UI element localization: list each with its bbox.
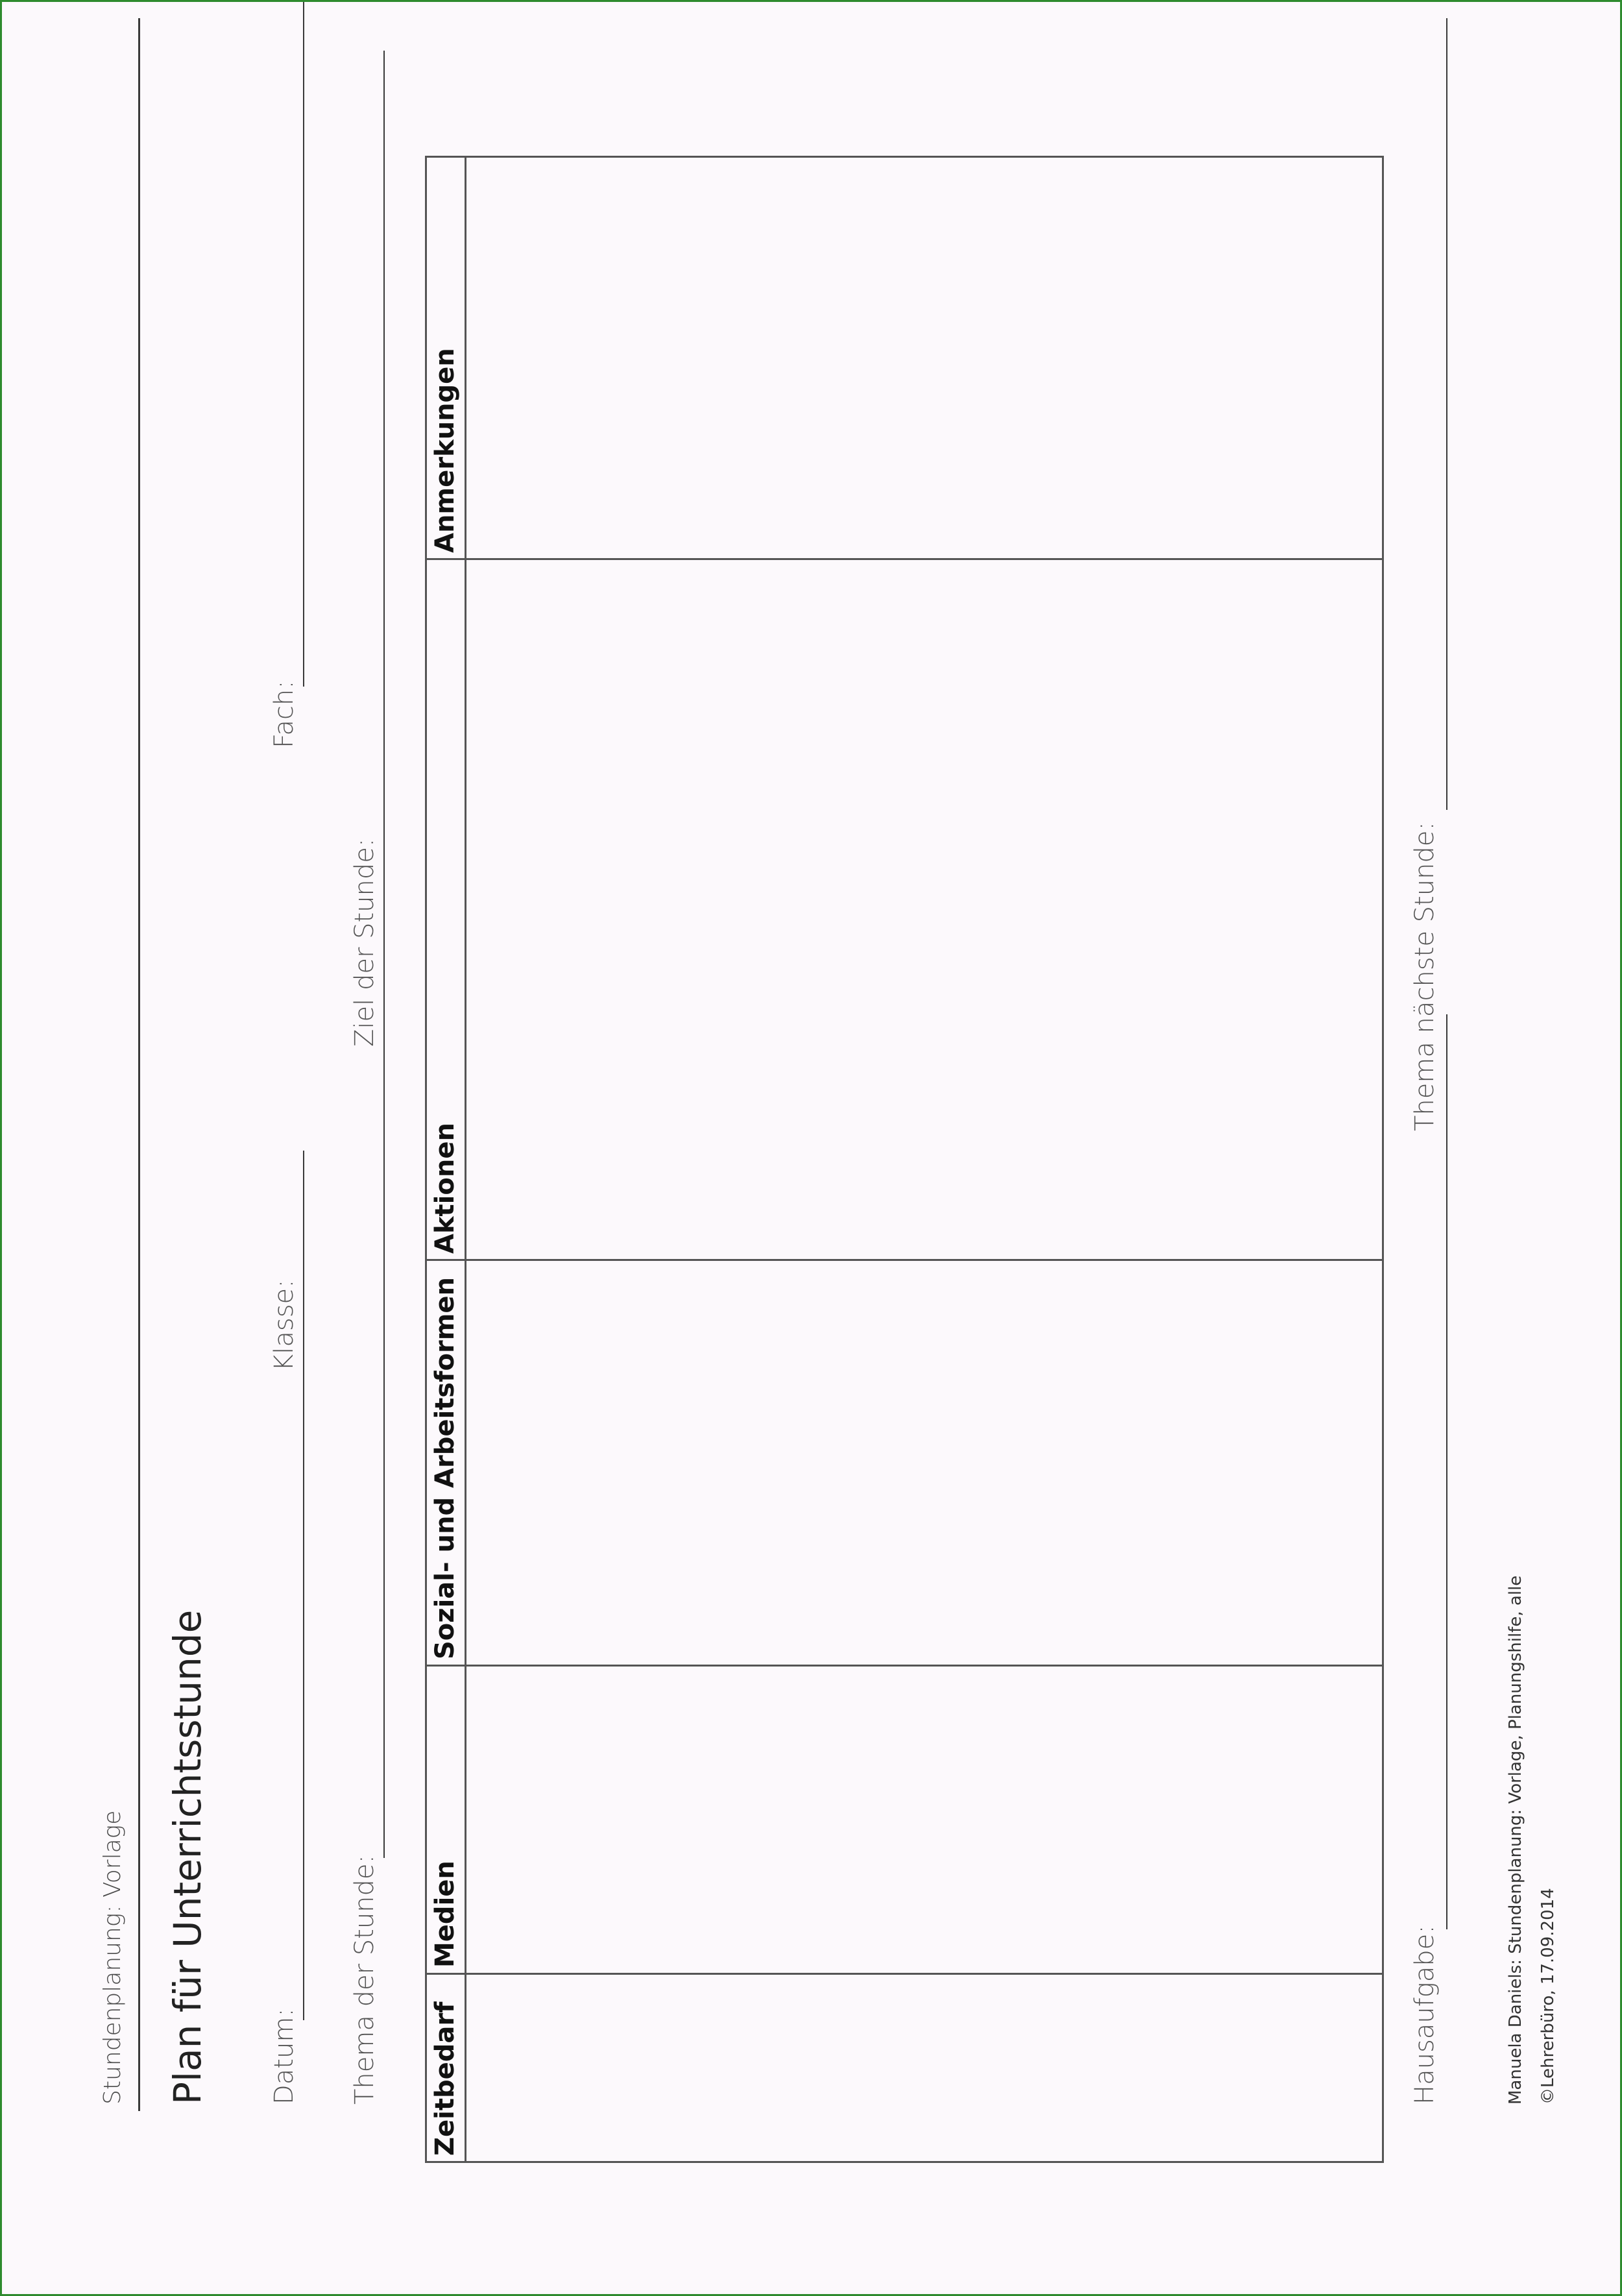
ziel-line[interactable] (383, 51, 385, 846)
header-label: Stundenplanung: Vorlage (99, 1810, 126, 2105)
lesson-plan-table (425, 156, 1384, 2163)
datum-line[interactable] (303, 1151, 304, 2020)
page-title: Plan für Unterrichtsstunde (165, 1609, 210, 2105)
fach-line[interactable] (303, 0, 304, 687)
column-header-medien: Medien (427, 1665, 465, 1973)
column-header-aktionen: Aktionen (427, 558, 465, 1259)
thema-naechste-label: Thema nächste Stunde: (1410, 822, 1440, 1131)
header-rule (138, 18, 140, 2111)
medien-cell[interactable] (466, 1665, 1382, 1973)
column-header-sozial-arbeitsformen: Sozial- und Arbeitsformen (427, 1259, 465, 1665)
column-header-zeitbedarf: Zeitbedarf (427, 1973, 465, 2161)
column-header-anmerkungen: Anmerkungen (430, 348, 460, 553)
thema-line[interactable] (383, 755, 385, 1858)
table-header-row (427, 158, 466, 2161)
rotated-sheet (2, 2, 1622, 2208)
hausaufgabe-label: Hausaufgabe: (1410, 1925, 1440, 2105)
klasse-label: Klasse: (269, 1279, 299, 1371)
footer-copyright-line: ©Lehrerbüro, 17.09.2014 (1538, 1888, 1558, 2105)
ziel-label: Ziel der Stunde: (350, 838, 380, 1047)
datum-label: Datum: (269, 2008, 299, 2105)
anmerkungen-cell[interactable] (466, 158, 1382, 558)
footer-author-line: Manuela Daniels: Stundenplanung: Vorlage, Planungshilfe, alle (1506, 1575, 1525, 2105)
thema-naechste-line[interactable] (1446, 18, 1447, 810)
sozial-arbeitsformen-cell[interactable] (466, 1259, 1382, 1665)
fach-label: Fach: (269, 680, 299, 748)
zeitbedarf-cell[interactable] (466, 1973, 1382, 2161)
hausaufgabe-line[interactable] (1446, 1014, 1447, 1929)
thema-label: Thema der Stunde: (350, 1855, 380, 2105)
aktionen-cell[interactable] (466, 558, 1382, 1259)
table-body-row (466, 158, 1382, 2161)
